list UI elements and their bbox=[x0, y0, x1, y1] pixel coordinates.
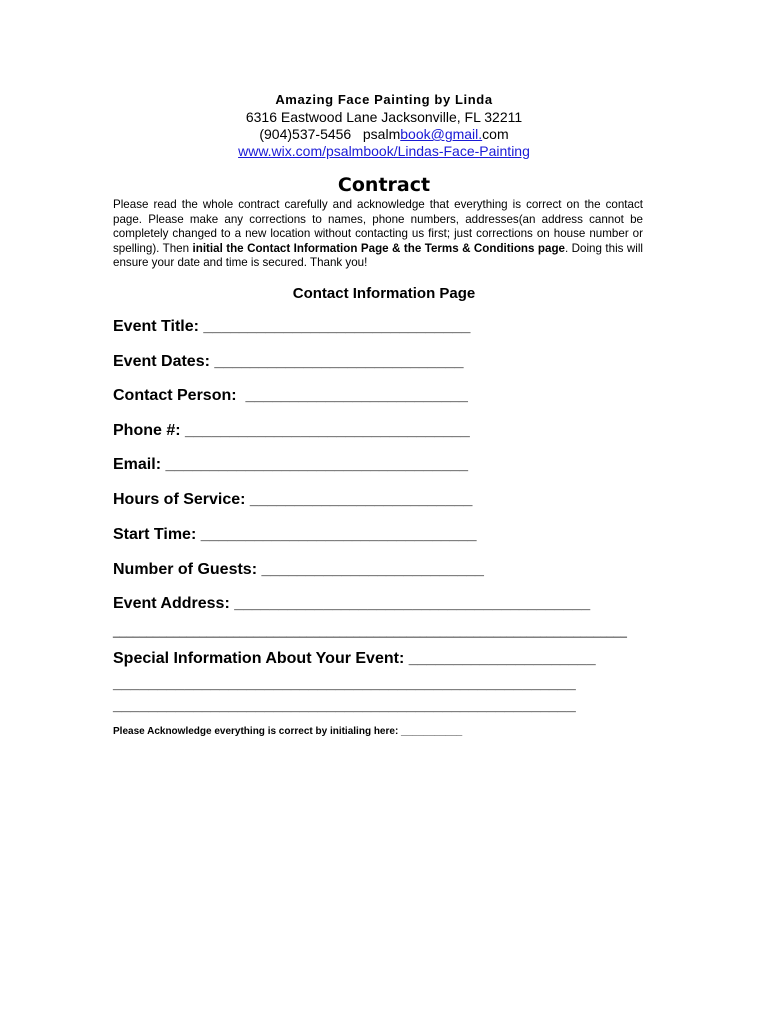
acknowledge-initials[interactable]: Please Acknowledge everything is correct by initialing here: ___________ bbox=[113, 726, 463, 737]
special-info-line-2[interactable]: ____________________________________________________ bbox=[113, 675, 576, 692]
event-address-field[interactable]: Event Address: ________________________________________ bbox=[113, 595, 591, 612]
company-phone: (904)537-5456 bbox=[259, 126, 352, 142]
event-dates-field[interactable]: Event Dates: ____________________________ bbox=[113, 353, 464, 370]
section-title: Contact Information Page bbox=[292, 285, 476, 302]
email-link[interactable]: book@gmail. bbox=[400, 126, 483, 142]
email-prefix: psalm bbox=[362, 126, 401, 142]
event-title-field[interactable]: Event Title: ______________________________ bbox=[113, 318, 471, 335]
company-header bbox=[113, 90, 655, 160]
hours-of-service-field[interactable]: Hours of Service: _________________________ bbox=[113, 491, 473, 508]
email-field[interactable]: Email: __________________________________ bbox=[113, 456, 469, 473]
website-line bbox=[113, 143, 655, 160]
special-info-field[interactable]: Special Information About Your Event: _____________________ bbox=[113, 650, 596, 667]
intro-paragraph bbox=[113, 198, 643, 271]
intro-text-2: . Doing this will ensure your date and time is secured. Thank you! bbox=[113, 241, 643, 270]
intro-text-1: Please read the whole contract carefully and acknowledge that everything is correct on the contact page. Please make any corrections to names, phone numbers, addresses(an address cannot be completely changed to a new location without contacting us first; just corrections on house number or spelling). Then bbox=[113, 198, 643, 255]
contact-line bbox=[113, 126, 655, 143]
event-address-line-2[interactable]: _____________________________________________________________________________ bbox=[113, 624, 627, 638]
company-address: 6316 Eastwood Lane Jacksonville, FL 32211 bbox=[245, 109, 523, 125]
phone-field[interactable]: Phone #: ________________________________ bbox=[113, 422, 470, 439]
company-name: Amazing Face Painting by Linda bbox=[275, 92, 493, 107]
contact-person-field[interactable]: Contact Person: _________________________ bbox=[113, 387, 468, 404]
email-suffix: com bbox=[482, 126, 509, 142]
special-info-line-3[interactable]: ____________________________________________________ bbox=[113, 697, 576, 714]
number-of-guests-field[interactable]: Number of Guests: _________________________ bbox=[113, 561, 484, 578]
website-link[interactable]: www.wix.com/psalmbook/Lindas-Face-Painting bbox=[238, 143, 530, 159]
document-title: Contract bbox=[337, 174, 431, 196]
intro-bold: initial the Contact Information Page & the Terms & Conditions page bbox=[192, 241, 565, 255]
start-time-field[interactable]: Start Time: _______________________________ bbox=[113, 526, 477, 543]
